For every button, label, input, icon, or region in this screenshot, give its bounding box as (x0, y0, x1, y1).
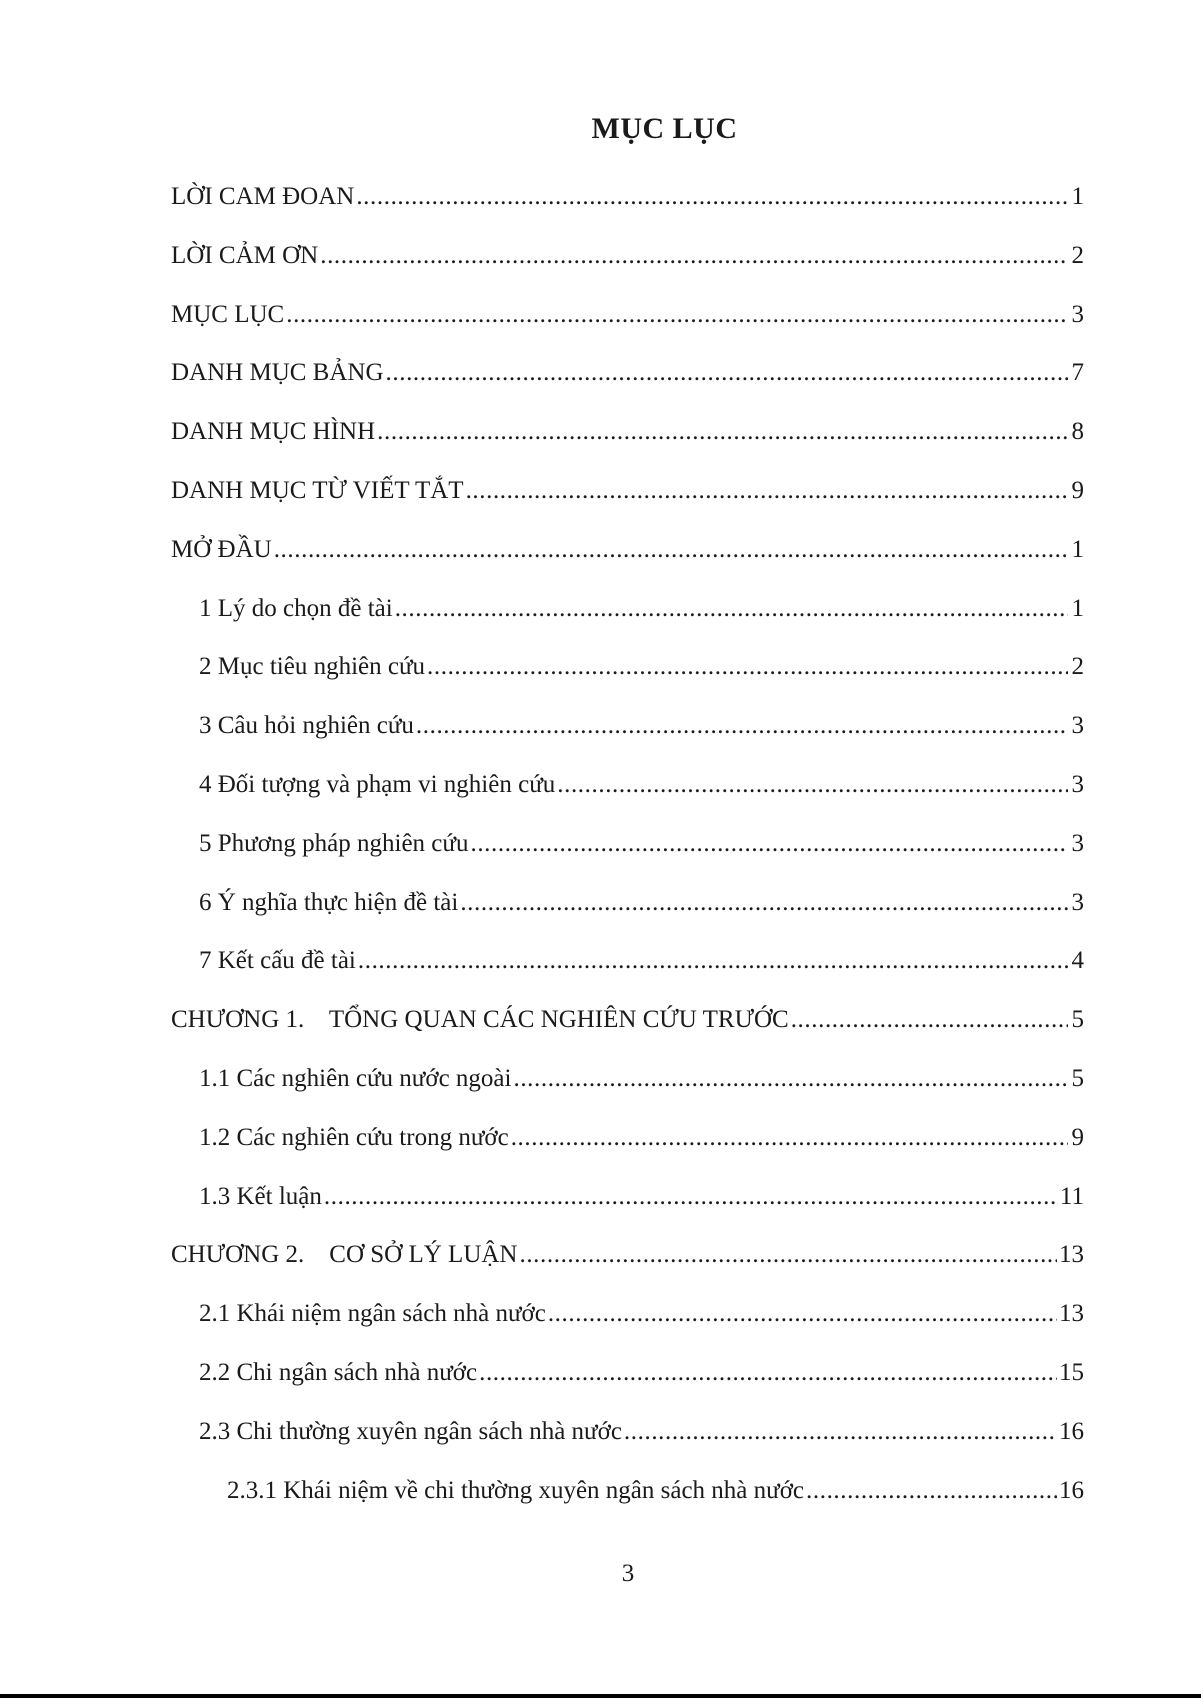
toc-entry-title: CHƯƠNG 2. CƠ SỞ LÝ LUẬN (171, 1241, 518, 1269)
toc-entry-title: 1.3 Kết luận (199, 1182, 322, 1210)
toc-entry-page-number: 16 (1059, 1476, 1084, 1504)
toc-dot-leader (479, 1344, 1057, 1403)
toc-dot-leader (513, 1050, 1068, 1109)
toc-entry-page-number: 3 (1071, 770, 1084, 798)
toc-entry-title: 1.2 Các nghiên cứu trong nước (199, 1123, 509, 1151)
toc-entry[interactable] (171, 1462, 1084, 1521)
toc-entry[interactable] (171, 1285, 1084, 1344)
toc-dot-leader (324, 1168, 1058, 1227)
toc-entry-page-number: 3 (1071, 300, 1084, 328)
toc-entry-page-number: 3 (1071, 829, 1084, 857)
toc-entry-title: 3 Câu hỏi nghiên cứu (199, 712, 414, 740)
toc-entry-page-number: 2 (1071, 241, 1084, 269)
toc-dot-leader (460, 874, 1068, 933)
toc-entry-title: 2.3.1 Khái niệm về chi thường xuyên ngân sách nhà nước (227, 1476, 805, 1504)
toc-dot-leader (358, 932, 1068, 991)
toc-entry-title: 5 Phương pháp nghiên cứu (199, 829, 469, 857)
toc-entry-page-number: 13 (1059, 1241, 1084, 1269)
toc-dot-leader (427, 638, 1068, 697)
toc-entry-title: 1.1 Các nghiên cứu nước ngoài (199, 1064, 512, 1092)
toc-entry-title: LỜI CAM ĐOAN (171, 183, 355, 210)
toc-entry[interactable] (171, 638, 1084, 697)
toc-entry[interactable] (171, 1168, 1084, 1227)
page-number: 3 (621, 1560, 635, 1587)
toc-entry[interactable] (171, 991, 1084, 1050)
page-title: MỤC LỤC (591, 112, 738, 145)
toc-entry-page-number: 5 (1071, 1006, 1084, 1034)
toc-entry[interactable] (171, 1344, 1084, 1403)
toc-entry-title: 7 Kết cấu đề tài (199, 947, 356, 975)
toc-entry-title: DANH MỤC TỪ VIẾT TẮT (171, 476, 464, 504)
toc-entry[interactable] (171, 344, 1084, 403)
toc-entry-page-number: 7 (1071, 359, 1084, 387)
toc-entry-title: 2.2 Chi ngân sách nhà nước (199, 1358, 478, 1386)
toc-entry-page-number: 5 (1071, 1064, 1084, 1092)
toc-dot-leader (320, 227, 1068, 286)
toc-dot-leader (806, 1462, 1057, 1521)
toc-entry-page-number: 8 (1071, 418, 1084, 446)
toc-dot-leader (377, 403, 1068, 462)
toc-entry[interactable] (171, 1226, 1084, 1285)
toc-entry-title: MỤC LỤC (171, 300, 285, 328)
toc-dot-leader (416, 697, 1068, 756)
toc-entry-page-number: 3 (1071, 712, 1084, 740)
toc-entry-title: 2.3 Chi thường xuyên ngân sách nhà nước (199, 1417, 622, 1445)
toc-dot-leader (274, 521, 1068, 580)
toc-dot-leader (548, 1285, 1057, 1344)
toc-entry[interactable] (171, 1403, 1084, 1462)
toc-entry[interactable] (171, 1050, 1084, 1109)
toc-entry-title: 6 Ý nghĩa thực hiện đề tài (199, 888, 459, 916)
toc-entry-title: 2.1 Khái niệm ngân sách nhà nước (199, 1300, 546, 1328)
toc-entry-page-number: 9 (1071, 1123, 1084, 1151)
table-of-contents (171, 168, 1084, 1520)
toc-entry[interactable] (171, 168, 1084, 227)
toc-entry-page-number: 1 (1071, 183, 1084, 210)
toc-entry[interactable] (171, 874, 1084, 933)
toc-dot-leader (386, 344, 1068, 403)
toc-dot-leader (356, 168, 1068, 227)
toc-dot-leader (557, 756, 1068, 815)
toc-entry[interactable] (171, 227, 1084, 286)
toc-entry[interactable] (171, 521, 1084, 580)
toc-entry-page-number: 16 (1059, 1417, 1084, 1445)
toc-entry-title: 1 Lý do chọn đề tài (199, 594, 393, 622)
toc-entry-page-number: 3 (1071, 888, 1084, 916)
toc-entry-page-number: 13 (1059, 1300, 1084, 1328)
toc-entry[interactable] (171, 286, 1084, 345)
toc-entry[interactable] (171, 403, 1084, 462)
toc-dot-leader (791, 991, 1068, 1050)
toc-entry-title: CHƯƠNG 1. TỔNG QUAN CÁC NGHIÊN CỨU TRƯỚC (171, 1006, 789, 1034)
toc-entry[interactable] (171, 580, 1084, 639)
toc-dot-leader (624, 1403, 1057, 1462)
toc-entry-page-number: 9 (1071, 476, 1084, 504)
toc-entry-page-number: 2 (1071, 653, 1084, 681)
toc-entry[interactable] (171, 462, 1084, 521)
toc-entry-page-number: 4 (1071, 947, 1084, 975)
toc-dot-leader (519, 1226, 1057, 1285)
toc-entry-title: DANH MỤC HÌNH (171, 418, 376, 446)
toc-entry[interactable] (171, 932, 1084, 991)
toc-entry-title: 2 Mục tiêu nghiên cứu (199, 653, 426, 681)
toc-entry[interactable] (171, 756, 1084, 815)
page-bottom-border (0, 1694, 1201, 1698)
toc-entry-page-number: 15 (1059, 1358, 1084, 1386)
toc-entry-page-number: 11 (1059, 1182, 1084, 1210)
toc-entry[interactable] (171, 697, 1084, 756)
toc-dot-leader (511, 1109, 1068, 1168)
toc-dot-leader (395, 580, 1068, 639)
toc-dot-leader (286, 286, 1068, 345)
toc-entry-title: LỜI CẢM ƠN (171, 241, 319, 269)
toc-entry[interactable] (171, 815, 1084, 874)
toc-entry[interactable] (171, 1109, 1084, 1168)
toc-entry-title: DANH MỤC BẢNG (171, 359, 384, 387)
toc-entry-title: MỞ ĐẦU (171, 535, 272, 563)
toc-dot-leader (470, 815, 1068, 874)
toc-dot-leader (466, 462, 1068, 521)
toc-entry-page-number: 1 (1071, 535, 1084, 563)
toc-entry-title: 4 Đối tượng và phạm vi nghiên cứu (199, 770, 556, 798)
toc-entry-page-number: 1 (1071, 594, 1084, 622)
